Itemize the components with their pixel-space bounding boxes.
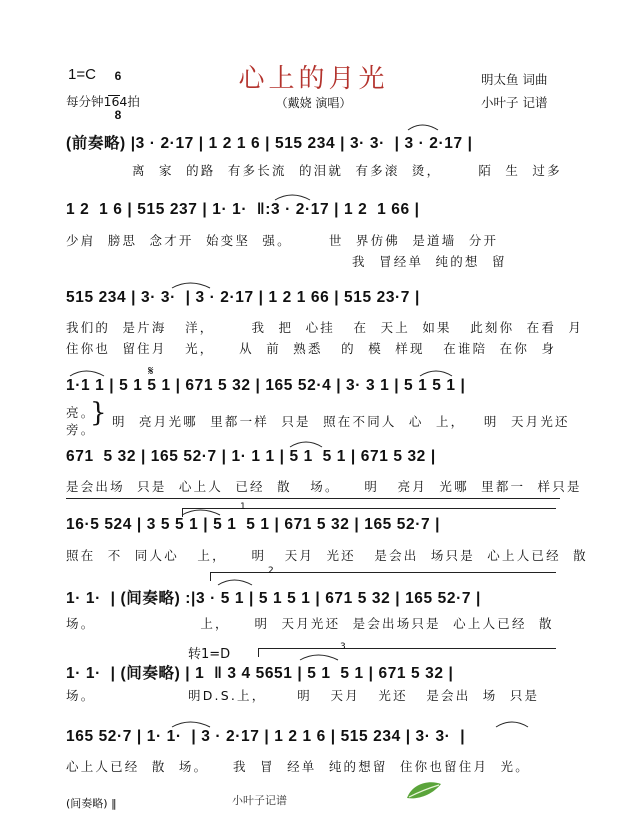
score-line-3-notes: 515 234 | 3· 3· | 3 · 2·17 | 1 2 1 66 | 515 23·7 |	[66, 289, 420, 306]
score-line-1-lyrics: 离 家 的路 有多长流 的泪就 有多滚 烫， 陌 生 过多	[132, 163, 562, 178]
volta-number-2: 2	[268, 566, 274, 576]
score-line-5-lyrics: 是会出场 只是 心上人 已经 散 场。 明 亮月 光哪 里都一 样只是	[66, 479, 582, 494]
score-line-9-lyrics: 心上人已经 散 场。 我 冒 经单 纯的想留 住你也留住月 光。	[66, 759, 530, 774]
footer-watermark-text: 小叶子记谱	[232, 794, 287, 807]
score-line-4-lyrics: 明 亮月光哪 里都一样 只是 照在不同人 心 上， 明 天月光还	[112, 414, 570, 429]
segno-sign: 𝄋	[148, 364, 154, 379]
score-line-7-lyrics: 场。 上， 明 天月光还 是会出场只是 心上人已经 散	[66, 616, 554, 631]
song-title: 心上的月光	[238, 64, 389, 94]
score-line-3-lyrics-verse2: 住你也 留住月 光， 从 前 熟悉 的 模 样现 在谁陪 在你 身	[66, 341, 557, 356]
score-line-8-lyrics: 场。 明D.S.上， 明 天月 光还 是会出 场 只是	[66, 688, 540, 703]
score-line-4-end-verse1: 亮。	[66, 405, 96, 420]
score-line-2-notes: 1 2 1 6 | 515 237 | 1· 1· ‖:3 · 2·17 | 1 2 1 66 |	[66, 201, 420, 218]
key-signature: 1=C	[68, 66, 96, 83]
score-line-1-notes: (前奏略) |3 · 2·17 | 1 2 1 6 | 515 234 | 3· 3· | 3 · 2·17 |	[66, 135, 473, 152]
volta-number-3: 3	[340, 642, 346, 652]
score-line-4-notes: 1·1 1 | 5 1 5 1 | 671 5 32 | 165 52·4 | 3· 3 1 | 5 1 5 1 |	[66, 377, 466, 394]
score-line-2-lyrics-verse1: 少肩 膀思 念才开 始变坚 强。 世 界仿佛 是道墙 分开	[66, 233, 499, 248]
score-line-2-lyrics-verse2: 我 冒经单 纯的想 留	[352, 254, 507, 269]
score-line-6-notes: 16·5 524 | 3 5 5 1 | 5 1 5 1 | 671 5 32 | 165 52·7 |	[66, 516, 441, 533]
meter-top: 6	[114, 69, 122, 83]
singer-credit: （戴娆 演唱）	[275, 96, 352, 110]
modulation-mark: 转1=D	[188, 647, 231, 662]
score-line-10-notes: (间奏略) ‖	[66, 797, 145, 810]
score-line-5-notes: 671 5 32 | 165 52·7 | 1· 1 1 | 5 1 5 1 | 671 5 32 |	[66, 448, 436, 465]
score-line-4-end-verse2: 旁。	[66, 422, 96, 437]
lyricist-credit: 明太鱼 词曲	[481, 72, 548, 87]
meter-bottom: 8	[114, 108, 122, 122]
score-line-9-notes: 165 52·7 | 1· 1· | 3 · 2·17 | 1 2 1 6 | 515 234 | 3· 3· |	[66, 728, 466, 745]
score-line-7-notes: 1· 1· | (间奏略) :|3 · 5 1 | 5 1 5 1 | 671 5 32 | 165 52·7 |	[66, 590, 481, 607]
tempo-mark: 每分钟164拍	[66, 94, 140, 109]
score-line-3-lyrics-verse1: 我们的 是片海 洋， 我 把 心挂 在 天上 如果 此刻你 在看 月	[66, 320, 584, 335]
score-line-8-notes: 1· 1· | (间奏略) | 1 ‖ 3 4 5651 | 5 1 5 1 | 671 5 32 |	[66, 665, 454, 682]
score-line-6-lyrics: 照在 不 同人心 上， 明 天月 光还 是会出 场只是 心上人已经 散	[66, 548, 588, 563]
volta-number-1: 1	[240, 502, 246, 512]
verse-brace: }	[90, 398, 107, 428]
transcriber-credit: 小叶子 记谱	[481, 95, 548, 110]
